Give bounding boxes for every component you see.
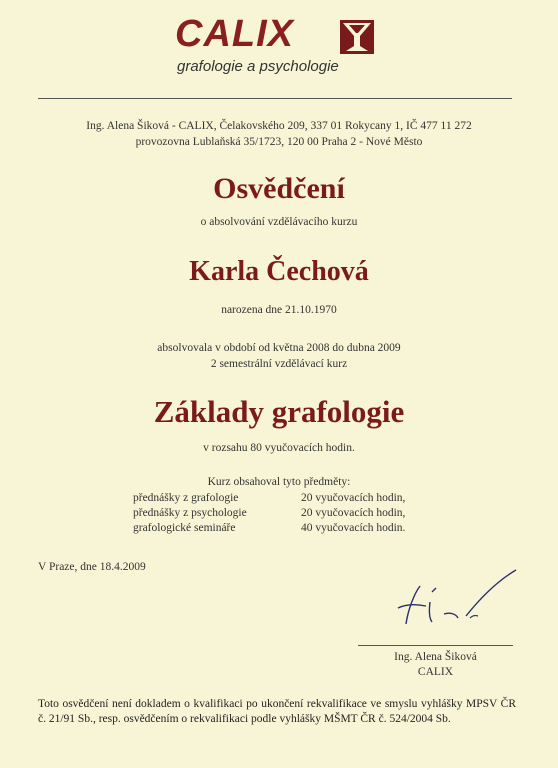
brand-logo-text: CALIX (175, 13, 294, 55)
subject-name: grafologické semináře (133, 522, 236, 534)
brand-tagline: grafologie a psychologie (177, 58, 339, 75)
subject-hours: 20 vyučovacích hodin, (301, 492, 406, 504)
address-line-2: provozovna Lublaňská 35/1723, 120 00 Praha 2 - Nové Město (135, 136, 423, 148)
subject-hours: 20 vyučovacích hodin, (301, 507, 406, 519)
signer-name: Ing. Alena Šiková (394, 651, 477, 663)
recipient-birth: narozena dne 21.10.1970 (221, 304, 337, 316)
calix-logo-icon (340, 20, 374, 54)
course-type: 2 semestrální vzdělávací kurz (210, 358, 348, 370)
subject-name: přednášky z grafologie (133, 492, 239, 504)
header-divider (38, 98, 512, 99)
subject-name: přednášky z psychologie (133, 507, 247, 519)
address-line-1: Ing. Alena Šiková - CALIX, Čelakovského 209, 337 01 Rokycany 1, IČ 477 11 272 (86, 120, 472, 132)
course-scope: v rozsahu 80 vyučovacích hodin. (203, 442, 355, 454)
course-period: absolvovala v období od května 2008 do dubna 2009 (157, 342, 401, 354)
subjects-heading: Kurz obsahoval tyto předměty: (207, 476, 351, 488)
recipient-name: Karla Čechová (189, 256, 369, 287)
signer-company: CALIX (417, 666, 454, 678)
certificate-subtitle: o absolvování vzdělávacího kurzu (200, 216, 358, 228)
place-date: V Praze, dne 18.4.2009 (38, 561, 146, 573)
signature-line (358, 645, 513, 646)
legal-note: Toto osvědčení není dokladem o kvalifikaci po ukončení rekvalifikace ve smyslu vyhlášky MPSV ČR č. 21/91 Sb., resp. osvědčením o rekvalifikaci podle vyhlášky MŠMT ČR č. 524/2004 Sb. (38, 698, 516, 725)
course-name: Základy grafologie (153, 394, 405, 429)
subject-hours: 40 vyučovacích hodin. (301, 522, 406, 534)
handwritten-signature (392, 566, 522, 632)
certificate-title: Osvědčení (213, 172, 345, 205)
